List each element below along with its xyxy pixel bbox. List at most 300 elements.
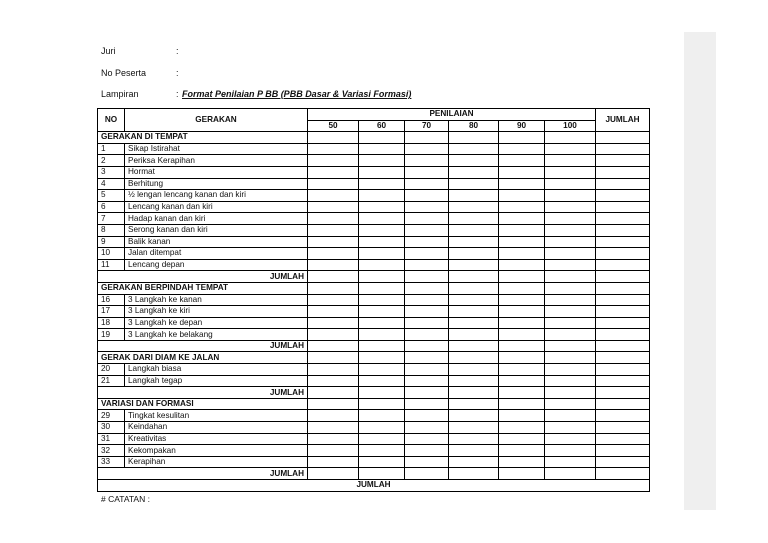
score-cell[interactable] bbox=[308, 422, 359, 434]
subtotal-label: JUMLAH bbox=[98, 387, 308, 399]
score-cell[interactable] bbox=[405, 445, 449, 457]
col-penilaian-header: PENILAIAN bbox=[308, 109, 596, 121]
score-cell[interactable] bbox=[545, 155, 596, 167]
score-cell[interactable] bbox=[308, 375, 359, 387]
score-cell[interactable] bbox=[596, 248, 650, 260]
score-cell[interactable] bbox=[359, 190, 405, 202]
row-number: 1 bbox=[98, 143, 125, 155]
row-gerakan: Sikap Istirahat bbox=[125, 143, 308, 155]
score-cell[interactable] bbox=[359, 445, 405, 457]
score-cell[interactable] bbox=[405, 294, 449, 306]
score-cell[interactable] bbox=[499, 224, 545, 236]
score-cell[interactable] bbox=[449, 364, 499, 376]
section-cell[interactable] bbox=[449, 132, 499, 144]
score-cell[interactable] bbox=[405, 155, 449, 167]
score-cell[interactable] bbox=[596, 445, 650, 457]
row-gerakan: Keindahan bbox=[125, 422, 308, 434]
score-cell[interactable] bbox=[499, 201, 545, 213]
score-cell[interactable] bbox=[596, 155, 650, 167]
row-gerakan: Berhitung bbox=[125, 178, 308, 190]
score-cell[interactable] bbox=[499, 375, 545, 387]
section-cell[interactable] bbox=[596, 132, 650, 144]
section-cell[interactable] bbox=[449, 282, 499, 294]
section-title: GERAK DARI DIAM KE JALAN bbox=[98, 352, 308, 364]
row-gerakan: 3 Langkah ke kanan bbox=[125, 294, 308, 306]
row-gerakan: 3 Langkah ke depan bbox=[125, 317, 308, 329]
section-cell[interactable] bbox=[449, 398, 499, 410]
score-cell[interactable] bbox=[405, 143, 449, 155]
subtotal-cell[interactable] bbox=[596, 340, 650, 352]
score-cell[interactable] bbox=[449, 201, 499, 213]
score-cell[interactable] bbox=[499, 433, 545, 445]
subtotal-cell[interactable] bbox=[545, 271, 596, 283]
score-cell[interactable] bbox=[545, 143, 596, 155]
score-cell[interactable] bbox=[405, 259, 449, 271]
row-gerakan: Langkah biasa bbox=[125, 364, 308, 376]
score-cell[interactable] bbox=[596, 410, 650, 422]
score-cell[interactable] bbox=[499, 329, 545, 341]
score-cell[interactable] bbox=[545, 375, 596, 387]
score-cell[interactable] bbox=[545, 190, 596, 202]
table-row bbox=[98, 364, 650, 376]
score-cell[interactable] bbox=[596, 213, 650, 225]
score-cell[interactable] bbox=[545, 236, 596, 248]
table-row bbox=[98, 306, 650, 318]
row-number: 32 bbox=[98, 445, 125, 457]
score-header-80: 80 bbox=[449, 120, 499, 132]
subtotal-cell[interactable] bbox=[449, 340, 499, 352]
score-cell[interactable] bbox=[359, 155, 405, 167]
score-cell[interactable] bbox=[545, 213, 596, 225]
catatan-label: # CATATAN : bbox=[101, 494, 150, 504]
subtotal-cell[interactable] bbox=[545, 387, 596, 399]
row-number: 7 bbox=[98, 213, 125, 225]
table-row bbox=[98, 248, 650, 260]
score-cell[interactable] bbox=[405, 306, 449, 318]
score-cell[interactable] bbox=[308, 178, 359, 190]
table-row bbox=[98, 259, 650, 271]
subtotal-cell[interactable] bbox=[308, 387, 359, 399]
score-cell[interactable] bbox=[596, 456, 650, 468]
section-cell[interactable] bbox=[449, 352, 499, 364]
section-cell[interactable] bbox=[596, 398, 650, 410]
lampiran-label: Lampiran bbox=[101, 89, 139, 99]
subtotal-cell[interactable] bbox=[405, 340, 449, 352]
score-cell[interactable] bbox=[545, 445, 596, 457]
score-cell[interactable] bbox=[596, 375, 650, 387]
score-cell[interactable] bbox=[308, 294, 359, 306]
subtotal-cell[interactable] bbox=[359, 387, 405, 399]
score-cell[interactable] bbox=[449, 190, 499, 202]
subtotal-cell[interactable] bbox=[449, 387, 499, 399]
score-cell[interactable] bbox=[359, 364, 405, 376]
section-cell[interactable] bbox=[405, 132, 449, 144]
juri-label: Juri bbox=[101, 46, 116, 56]
score-cell[interactable] bbox=[499, 190, 545, 202]
score-cell[interactable] bbox=[499, 317, 545, 329]
peserta-label: No Peserta bbox=[101, 68, 147, 78]
score-cell[interactable] bbox=[405, 248, 449, 260]
score-cell[interactable] bbox=[499, 422, 545, 434]
row-gerakan: Tingkat kesulitan bbox=[125, 410, 308, 422]
table-row bbox=[98, 224, 650, 236]
score-cell[interactable] bbox=[405, 224, 449, 236]
col-gerakan-header: GERAKAN bbox=[125, 109, 308, 132]
score-cell[interactable] bbox=[359, 306, 405, 318]
score-cell[interactable] bbox=[308, 433, 359, 445]
score-cell[interactable] bbox=[545, 166, 596, 178]
score-cell[interactable] bbox=[405, 166, 449, 178]
table-row bbox=[98, 445, 650, 457]
score-cell[interactable] bbox=[596, 236, 650, 248]
grand-total-label: JUMLAH bbox=[98, 480, 650, 492]
score-cell[interactable] bbox=[596, 329, 650, 341]
table-row bbox=[98, 329, 650, 341]
row-gerakan: Periksa Kerapihan bbox=[125, 155, 308, 167]
score-cell[interactable] bbox=[308, 317, 359, 329]
score-cell[interactable] bbox=[405, 317, 449, 329]
score-cell[interactable] bbox=[545, 306, 596, 318]
lampiran-colon: : bbox=[176, 89, 179, 99]
table-row bbox=[98, 166, 650, 178]
row-number: 29 bbox=[98, 410, 125, 422]
subtotal-cell[interactable] bbox=[308, 340, 359, 352]
score-cell[interactable] bbox=[405, 329, 449, 341]
score-cell[interactable] bbox=[545, 433, 596, 445]
section-cell[interactable] bbox=[596, 282, 650, 294]
score-cell[interactable] bbox=[308, 306, 359, 318]
subtotal-cell[interactable] bbox=[359, 271, 405, 283]
row-gerakan: Hormat bbox=[125, 166, 308, 178]
score-cell[interactable] bbox=[545, 410, 596, 422]
row-gerakan: Hadap kanan dan kiri bbox=[125, 213, 308, 225]
score-cell[interactable] bbox=[499, 306, 545, 318]
score-cell[interactable] bbox=[449, 248, 499, 260]
table-row bbox=[98, 236, 650, 248]
subtotal-cell[interactable] bbox=[596, 387, 650, 399]
score-cell[interactable] bbox=[596, 433, 650, 445]
section-cell[interactable] bbox=[405, 352, 449, 364]
score-cell[interactable] bbox=[449, 456, 499, 468]
score-cell[interactable] bbox=[405, 236, 449, 248]
score-cell[interactable] bbox=[499, 445, 545, 457]
section-cell[interactable] bbox=[596, 352, 650, 364]
score-cell[interactable] bbox=[359, 248, 405, 260]
table-row bbox=[98, 201, 650, 213]
grand-total-row bbox=[98, 480, 650, 492]
score-cell[interactable] bbox=[405, 456, 449, 468]
score-cell[interactable] bbox=[308, 224, 359, 236]
row-number: 31 bbox=[98, 433, 125, 445]
score-cell[interactable] bbox=[308, 213, 359, 225]
score-cell[interactable] bbox=[405, 433, 449, 445]
score-cell[interactable] bbox=[499, 178, 545, 190]
subtotal-cell[interactable] bbox=[499, 271, 545, 283]
subtotal-cell[interactable] bbox=[405, 387, 449, 399]
section-cell[interactable] bbox=[499, 352, 545, 364]
section-cell[interactable] bbox=[359, 352, 405, 364]
score-cell[interactable] bbox=[308, 155, 359, 167]
score-cell[interactable] bbox=[596, 306, 650, 318]
section-cell[interactable] bbox=[308, 352, 359, 364]
score-cell[interactable] bbox=[596, 294, 650, 306]
row-number: 21 bbox=[98, 375, 125, 387]
row-gerakan: Lencang kanan dan kiri bbox=[125, 201, 308, 213]
score-cell[interactable] bbox=[359, 201, 405, 213]
score-cell[interactable] bbox=[596, 224, 650, 236]
score-cell[interactable] bbox=[405, 213, 449, 225]
row-number: 4 bbox=[98, 178, 125, 190]
score-cell[interactable] bbox=[499, 456, 545, 468]
score-cell[interactable] bbox=[359, 456, 405, 468]
score-cell[interactable] bbox=[449, 166, 499, 178]
section-title: VARIASI DAN FORMASI bbox=[98, 398, 308, 410]
score-cell[interactable] bbox=[359, 236, 405, 248]
score-cell[interactable] bbox=[449, 155, 499, 167]
score-cell[interactable] bbox=[308, 143, 359, 155]
section-cell[interactable] bbox=[308, 398, 359, 410]
row-gerakan: Serong kanan dan kiri bbox=[125, 224, 308, 236]
section-cell[interactable] bbox=[308, 132, 359, 144]
score-cell[interactable] bbox=[545, 248, 596, 260]
subtotal-cell[interactable] bbox=[308, 271, 359, 283]
subtotal-cell[interactable] bbox=[405, 271, 449, 283]
score-cell[interactable] bbox=[449, 178, 499, 190]
section-row bbox=[98, 282, 650, 294]
section-cell[interactable] bbox=[359, 282, 405, 294]
score-cell[interactable] bbox=[405, 375, 449, 387]
score-cell[interactable] bbox=[308, 364, 359, 376]
score-cell[interactable] bbox=[449, 306, 499, 318]
row-gerakan: ½ lengan lencang kanan dan kiri bbox=[125, 190, 308, 202]
score-header-60: 60 bbox=[359, 120, 405, 132]
subtotal-cell[interactable] bbox=[449, 271, 499, 283]
row-number: 33 bbox=[98, 456, 125, 468]
score-cell[interactable] bbox=[449, 259, 499, 271]
row-number: 8 bbox=[98, 224, 125, 236]
juri-colon: : bbox=[176, 46, 179, 56]
score-cell[interactable] bbox=[499, 213, 545, 225]
score-cell[interactable] bbox=[596, 422, 650, 434]
score-cell[interactable] bbox=[499, 259, 545, 271]
subtotal-cell[interactable] bbox=[596, 271, 650, 283]
row-gerakan: 3 Langkah ke belakang bbox=[125, 329, 308, 341]
score-cell[interactable] bbox=[545, 178, 596, 190]
subtotal-cell[interactable] bbox=[499, 468, 545, 480]
score-cell[interactable] bbox=[405, 422, 449, 434]
score-cell[interactable] bbox=[405, 364, 449, 376]
row-number: 3 bbox=[98, 166, 125, 178]
table-row bbox=[98, 178, 650, 190]
score-cell[interactable] bbox=[499, 294, 545, 306]
row-number: 2 bbox=[98, 155, 125, 167]
subtotal-label: JUMLAH bbox=[98, 468, 308, 480]
section-cell[interactable] bbox=[359, 132, 405, 144]
subtotal-cell[interactable] bbox=[405, 468, 449, 480]
score-cell[interactable] bbox=[499, 364, 545, 376]
score-cell[interactable] bbox=[359, 422, 405, 434]
lampiran-value: Format Penilaian P BB (PBB Dasar & Variasi Formasi) bbox=[182, 89, 412, 99]
table-row bbox=[98, 317, 650, 329]
scoring-table bbox=[97, 108, 650, 492]
score-cell[interactable] bbox=[596, 143, 650, 155]
subtotal-row bbox=[98, 387, 650, 399]
score-header-90: 90 bbox=[499, 120, 545, 132]
score-cell[interactable] bbox=[596, 317, 650, 329]
section-cell[interactable] bbox=[405, 398, 449, 410]
section-cell[interactable] bbox=[545, 132, 596, 144]
subtotal-cell[interactable] bbox=[449, 468, 499, 480]
table-row bbox=[98, 456, 650, 468]
subtotal-cell[interactable] bbox=[359, 468, 405, 480]
score-cell[interactable] bbox=[308, 259, 359, 271]
row-gerakan: Kerapihan bbox=[125, 456, 308, 468]
subtotal-cell[interactable] bbox=[545, 340, 596, 352]
score-cell[interactable] bbox=[596, 364, 650, 376]
score-cell[interactable] bbox=[449, 422, 499, 434]
section-cell[interactable] bbox=[499, 398, 545, 410]
row-number: 20 bbox=[98, 364, 125, 376]
score-cell[interactable] bbox=[449, 294, 499, 306]
table-row bbox=[98, 422, 650, 434]
subtotal-label: JUMLAH bbox=[98, 271, 308, 283]
score-cell[interactable] bbox=[596, 166, 650, 178]
score-cell[interactable] bbox=[359, 317, 405, 329]
score-cell[interactable] bbox=[596, 178, 650, 190]
section-cell[interactable] bbox=[359, 398, 405, 410]
score-cell[interactable] bbox=[449, 329, 499, 341]
row-number: 18 bbox=[98, 317, 125, 329]
score-cell[interactable] bbox=[449, 224, 499, 236]
subtotal-row bbox=[98, 340, 650, 352]
table-row bbox=[98, 213, 650, 225]
subtotal-cell[interactable] bbox=[499, 387, 545, 399]
subtotal-cell[interactable] bbox=[499, 340, 545, 352]
score-cell[interactable] bbox=[596, 190, 650, 202]
score-cell[interactable] bbox=[449, 143, 499, 155]
row-gerakan: Lencang depan bbox=[125, 259, 308, 271]
score-cell[interactable] bbox=[449, 317, 499, 329]
score-cell[interactable] bbox=[545, 329, 596, 341]
section-cell[interactable] bbox=[405, 282, 449, 294]
subtotal-cell[interactable] bbox=[596, 468, 650, 480]
score-cell[interactable] bbox=[449, 433, 499, 445]
score-cell[interactable] bbox=[545, 201, 596, 213]
row-number: 11 bbox=[98, 259, 125, 271]
score-cell[interactable] bbox=[308, 445, 359, 457]
row-number: 30 bbox=[98, 422, 125, 434]
col-jumlah-header: JUMLAH bbox=[596, 109, 650, 132]
score-cell[interactable] bbox=[449, 375, 499, 387]
score-cell[interactable] bbox=[359, 224, 405, 236]
score-cell[interactable] bbox=[499, 143, 545, 155]
score-cell[interactable] bbox=[359, 410, 405, 422]
row-number: 16 bbox=[98, 294, 125, 306]
section-cell[interactable] bbox=[499, 132, 545, 144]
score-cell[interactable] bbox=[308, 201, 359, 213]
score-header-70: 70 bbox=[405, 120, 449, 132]
score-cell[interactable] bbox=[545, 422, 596, 434]
row-gerakan: Langkah tegap bbox=[125, 375, 308, 387]
table-row bbox=[98, 375, 650, 387]
score-cell[interactable] bbox=[308, 456, 359, 468]
score-cell[interactable] bbox=[545, 456, 596, 468]
score-cell[interactable] bbox=[359, 143, 405, 155]
score-cell[interactable] bbox=[596, 201, 650, 213]
score-cell[interactable] bbox=[359, 329, 405, 341]
row-gerakan: Kekompakan bbox=[125, 445, 308, 457]
section-title: GERAKAN DI TEMPAT bbox=[98, 132, 308, 144]
score-cell[interactable] bbox=[596, 259, 650, 271]
score-header-50: 50 bbox=[308, 120, 359, 132]
col-no-header: NO bbox=[98, 109, 125, 132]
row-gerakan: Balik kanan bbox=[125, 236, 308, 248]
score-cell[interactable] bbox=[308, 410, 359, 422]
score-cell[interactable] bbox=[499, 155, 545, 167]
row-gerakan: Kreativitas bbox=[125, 433, 308, 445]
table-row bbox=[98, 143, 650, 155]
score-cell[interactable] bbox=[405, 190, 449, 202]
row-number: 9 bbox=[98, 236, 125, 248]
score-cell[interactable] bbox=[359, 213, 405, 225]
subtotal-cell[interactable] bbox=[308, 468, 359, 480]
subtotal-cell[interactable] bbox=[359, 340, 405, 352]
score-cell[interactable] bbox=[499, 236, 545, 248]
score-cell[interactable] bbox=[449, 410, 499, 422]
score-cell[interactable] bbox=[449, 445, 499, 457]
score-cell[interactable] bbox=[405, 410, 449, 422]
score-cell[interactable] bbox=[545, 294, 596, 306]
score-header-100: 100 bbox=[545, 120, 596, 132]
score-cell[interactable] bbox=[449, 213, 499, 225]
score-cell[interactable] bbox=[545, 364, 596, 376]
score-cell[interactable] bbox=[308, 236, 359, 248]
score-cell[interactable] bbox=[499, 166, 545, 178]
score-cell[interactable] bbox=[545, 224, 596, 236]
score-cell[interactable] bbox=[308, 190, 359, 202]
score-cell[interactable] bbox=[499, 248, 545, 260]
subtotal-row bbox=[98, 271, 650, 283]
section-cell[interactable] bbox=[545, 398, 596, 410]
score-cell[interactable] bbox=[359, 166, 405, 178]
subtotal-row bbox=[98, 468, 650, 480]
score-cell[interactable] bbox=[359, 375, 405, 387]
section-cell[interactable] bbox=[499, 282, 545, 294]
section-cell[interactable] bbox=[308, 282, 359, 294]
score-cell[interactable] bbox=[359, 433, 405, 445]
subtotal-label: JUMLAH bbox=[98, 340, 308, 352]
score-cell[interactable] bbox=[308, 166, 359, 178]
subtotal-cell[interactable] bbox=[545, 468, 596, 480]
table-row bbox=[98, 155, 650, 167]
score-cell[interactable] bbox=[359, 178, 405, 190]
row-gerakan: Jalan ditempat bbox=[125, 248, 308, 260]
row-gerakan: 3 Langkah ke kiri bbox=[125, 306, 308, 318]
score-cell[interactable] bbox=[499, 410, 545, 422]
peserta-colon: : bbox=[176, 68, 179, 78]
score-cell[interactable] bbox=[308, 329, 359, 341]
section-cell[interactable] bbox=[545, 352, 596, 364]
section-cell[interactable] bbox=[545, 282, 596, 294]
score-cell[interactable] bbox=[359, 294, 405, 306]
score-cell[interactable] bbox=[308, 248, 359, 260]
score-cell[interactable] bbox=[405, 201, 449, 213]
score-cell[interactable] bbox=[405, 178, 449, 190]
score-cell[interactable] bbox=[449, 236, 499, 248]
score-cell[interactable] bbox=[359, 259, 405, 271]
score-cell[interactable] bbox=[545, 259, 596, 271]
score-cell[interactable] bbox=[545, 317, 596, 329]
